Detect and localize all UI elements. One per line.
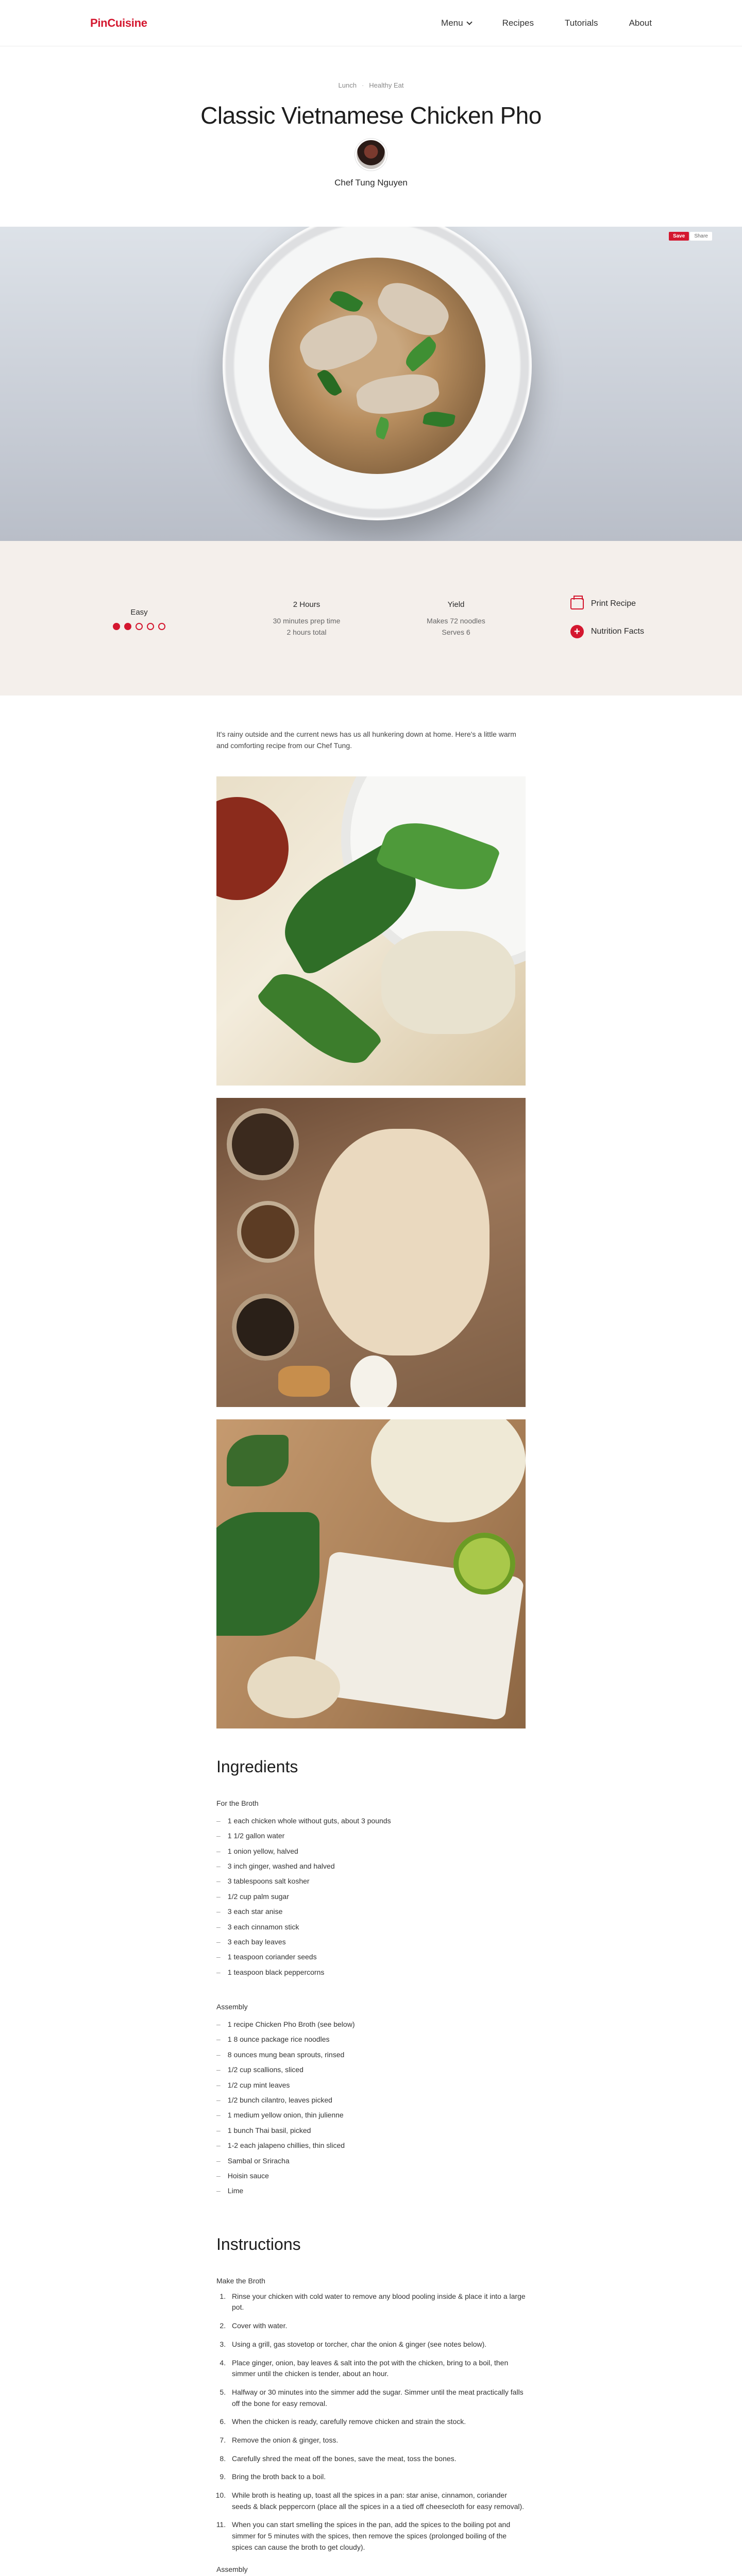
ingredient-item: – 1 recipe Chicken Pho Broth (see below) xyxy=(216,2017,526,2032)
instructions-assembly-heading: Assembly xyxy=(216,2565,248,2574)
difficulty-block xyxy=(98,606,180,630)
breadcrumb-item[interactable]: Lunch xyxy=(338,81,357,89)
nav-about[interactable]: About xyxy=(629,18,652,28)
site-logo[interactable]: PinCuisine xyxy=(90,16,147,29)
time-block xyxy=(260,599,353,638)
instruction-step: 1. Rinse your chicken with cold water to remove any blood pooling inside & place it into a large pot. xyxy=(228,2291,526,2313)
herbs-photo xyxy=(216,776,526,1086)
yield-serves: Serves 6 xyxy=(442,628,470,636)
ingredient-item: – Lime xyxy=(216,2183,526,2198)
ingredient-item: – 1/2 cup palm sugar xyxy=(216,1889,526,1904)
nutrition-facts-button[interactable] xyxy=(570,625,644,638)
ingredient-item: – 1 onion yellow, halved xyxy=(216,1844,526,1859)
avatar xyxy=(355,139,387,171)
recipe-actions xyxy=(570,598,644,638)
instruction-step: 7. Remove the onion & ginger, toss. xyxy=(228,2435,526,2446)
print-recipe-label: Print Recipe xyxy=(591,599,636,608)
recipe-content xyxy=(216,728,526,2576)
nav-menu-label: Menu xyxy=(441,18,463,28)
ingredient-item: – Hoisin sauce xyxy=(216,2168,526,2183)
instructions-broth-heading: Make the Broth xyxy=(216,2276,265,2285)
author-name: Chef Tung Nguyen xyxy=(334,178,408,188)
ingredients-broth-heading: For the Broth xyxy=(216,1799,259,1807)
ingredient-item: – 8 ounces mung bean sprouts, rinsed xyxy=(216,2047,526,2062)
total-time: 2 hours total xyxy=(286,628,327,636)
instruction-step: 2. Cover with water. xyxy=(228,2320,526,2332)
pho-bowl-image xyxy=(223,227,532,520)
difficulty-dot xyxy=(158,623,165,630)
ingredient-item: – 1-2 each jalapeno chillies, thin sliced xyxy=(216,2138,526,2153)
ingredient-item: – Sambal or Sriracha xyxy=(216,2154,526,2168)
print-recipe-button[interactable] xyxy=(570,598,644,609)
ingredient-item: – 3 tablespoons salt kosher xyxy=(216,1874,526,1889)
nav-recipes[interactable]: Recipes xyxy=(502,18,534,28)
top-nav xyxy=(0,0,742,46)
ingredient-item: – 1 medium yellow onion, thin julienne xyxy=(216,2108,526,2123)
instructions-heading: Instructions xyxy=(216,2234,301,2253)
breadcrumb xyxy=(0,81,742,89)
difficulty-rating xyxy=(98,623,180,630)
ingredients-assembly-heading: Assembly xyxy=(216,2003,248,2011)
intro-text: It's rainy outside and the current news has us all hunkering down at home. Here's a little warm and comforting recipe from our Chef Tung. xyxy=(216,730,516,750)
pin-badge xyxy=(669,232,712,241)
instruction-step: 5. Halfway or 30 minutes into the simmer add the sugar. Simmer until the meat practically falls off the bone for easy removal. xyxy=(228,2387,526,2409)
nav-tutorials[interactable]: Tutorials xyxy=(565,18,598,28)
nav-menu[interactable] xyxy=(441,18,471,28)
difficulty-dot xyxy=(124,623,131,630)
spices-chicken-photo xyxy=(216,1098,526,1407)
difficulty-label: Easy xyxy=(130,608,148,617)
breadcrumb-separator: · xyxy=(361,81,364,89)
ingredient-item: – 1 bunch Thai basil, picked xyxy=(216,2123,526,2138)
ingredient-item: – 1 1/2 gallon water xyxy=(216,1828,526,1843)
printer-icon xyxy=(570,598,584,609)
ingredient-item: – 1 teaspoon coriander seeds xyxy=(216,1950,526,1964)
instruction-step: 3. Using a grill, gas stovetop or torcher, char the onion & ginger (see notes below). xyxy=(228,2339,526,2350)
breadcrumb-item[interactable]: Healthy Eat xyxy=(369,81,404,89)
instruction-step: 4. Place ginger, onion, bay leaves & salt into the pot with the chicken, bring to a boil, then simmer until the chicken is tender, about an hour. xyxy=(228,2358,526,2380)
plus-icon: + xyxy=(570,625,584,638)
instruction-step: 11. When you can start smelling the spices in the pan, add the spices to the boiling pot and simmer for 5 minutes with the spices, then remove the spices (prolonged boiling of the spices can cause the broth to get cloudy). xyxy=(228,2519,526,2553)
recipe-info-band xyxy=(0,541,742,696)
yield-block xyxy=(415,599,497,638)
share-button[interactable]: Share xyxy=(690,232,712,241)
yield-label: Yield xyxy=(447,600,465,609)
yield-makes: Makes 72 noodles xyxy=(427,616,485,625)
ingredient-item: – 1 teaspoon black peppercorns xyxy=(216,1965,526,1980)
difficulty-dot xyxy=(113,623,120,630)
prep-time: 30 minutes prep time xyxy=(273,616,341,625)
hero-image xyxy=(0,227,742,541)
ingredient-item: – 3 each bay leaves xyxy=(216,1935,526,1950)
page-title: Classic Vietnamese Chicken Pho xyxy=(200,102,542,129)
instruction-step: 8. Carefully shred the meat off the bones, save the meat, toss the bones. xyxy=(228,2453,526,2465)
ingredients-assembly-list xyxy=(216,2017,526,2199)
ingredient-item: – 1 8 ounce package rice noodles xyxy=(216,2032,526,2047)
chevron-down-icon xyxy=(466,19,472,25)
broth xyxy=(269,258,485,474)
instructions-broth-list xyxy=(216,2291,526,2553)
instruction-step: 6. When the chicken is ready, carefully remove chicken and strain the stock. xyxy=(228,2416,526,2428)
instruction-step: 10. While broth is heating up, toast all the spices in a pan: star anise, cinnamon, coriander seeds & black peppercorn (place all the spices in a a tied off cheesecloth for easy removal). xyxy=(228,2490,526,2512)
noodles-herbs-photo xyxy=(216,1419,526,1728)
nav-links xyxy=(441,18,652,28)
ingredient-item: – 3 inch ginger, washed and halved xyxy=(216,1859,526,1874)
ingredient-item: – 1 each chicken whole without guts, about 3 pounds xyxy=(216,1814,526,1828)
difficulty-dot xyxy=(136,623,143,630)
nutrition-facts-label: Nutrition Facts xyxy=(591,627,644,636)
time-label: 2 Hours xyxy=(293,600,321,609)
instruction-step: 9. Bring the broth back to a boil. xyxy=(228,2471,526,2483)
recipe-header xyxy=(0,46,742,227)
pin-save-button[interactable]: Save xyxy=(669,232,689,241)
ingredient-item: – 3 each star anise xyxy=(216,1904,526,1919)
ingredient-item: – 1/2 cup mint leaves xyxy=(216,2078,526,2093)
difficulty-dot xyxy=(147,623,154,630)
ingredients-heading: Ingredients xyxy=(216,1757,298,1776)
ingredients-broth-list xyxy=(216,1814,526,1980)
ingredient-item: – 1/2 cup scallions, sliced xyxy=(216,2062,526,2077)
ingredient-item: – 1/2 bunch cilantro, leaves picked xyxy=(216,2093,526,2108)
ingredient-item: – 3 each cinnamon stick xyxy=(216,1920,526,1935)
